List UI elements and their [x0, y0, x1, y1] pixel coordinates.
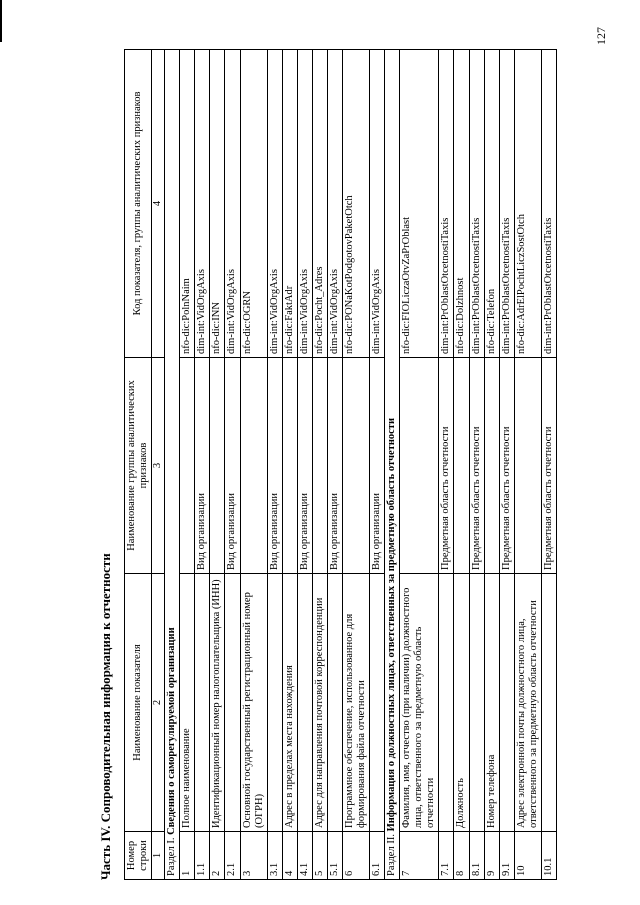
report-table — [124, 49, 557, 880]
table-row — [342, 50, 369, 880]
indicator-name-cell: Идентификационный номер налогоплательщика (ИНН) — [210, 574, 225, 832]
page-number: 127 — [594, 27, 608, 45]
table-row — [499, 50, 514, 880]
indicator-name-cell: Программное обеспечение, использованное для формирования файла отчетности — [342, 574, 369, 832]
code-cell: dim-int:PrOblastOtcetnostiTaxis — [469, 50, 484, 358]
row-number-cell: 7.1 — [439, 832, 454, 880]
header-indicator-name: Наименование показателя — [125, 574, 152, 832]
indicator-name-cell: Адрес в пределах места нахождения — [282, 574, 297, 832]
code-cell: dim-int:PrOblastOtcetnostiTaxis — [541, 50, 556, 358]
group-name-cell — [180, 358, 195, 574]
row-number-cell: 1.1 — [195, 832, 210, 880]
indicator-name-cell — [195, 574, 210, 832]
section-prefix: Раздел I. — [166, 837, 178, 876]
code-cell: dim-int:VidOrgAxis — [195, 50, 210, 358]
indicator-name-cell — [225, 574, 240, 832]
table-row — [312, 50, 327, 880]
column-number-row — [152, 50, 165, 880]
row-number-cell: 3.1 — [267, 832, 282, 880]
table-row — [400, 50, 439, 880]
table-row — [180, 50, 195, 880]
group-name-cell — [240, 358, 267, 574]
section-heading — [165, 50, 180, 880]
code-cell: nfo-dic:PONaKotPodgotovPaketOtch — [342, 50, 369, 358]
code-cell: nfo-dic:INN — [210, 50, 225, 358]
section-heading — [385, 50, 400, 880]
header-row-number: Номер строки — [125, 832, 152, 880]
table-row — [454, 50, 469, 880]
row-number-cell: 9.1 — [499, 832, 514, 880]
indicator-name-cell — [469, 574, 484, 832]
indicator-name-cell — [499, 574, 514, 832]
header-code: Код показателя, группы аналитических признаков — [125, 50, 152, 358]
code-cell: nfo-dic:Pocht_Adres — [312, 50, 327, 358]
code-cell: nfo-dic:AdrElPochtLiczSostOtch — [514, 50, 541, 358]
group-name-cell — [454, 358, 469, 574]
group-name-cell: Предметная область отчетности — [499, 358, 514, 574]
table-row — [282, 50, 297, 880]
row-number-cell: 4 — [282, 832, 297, 880]
column-number: 3 — [152, 358, 165, 574]
group-name-cell: Вид организации — [370, 358, 385, 574]
group-name-cell — [312, 358, 327, 574]
code-cell: dim-int:VidOrgAxis — [267, 50, 282, 358]
row-number-cell: 5 — [312, 832, 327, 880]
code-cell: nfo-dic:OGRN — [240, 50, 267, 358]
table-row — [210, 50, 225, 880]
code-cell: dim-int:PrOblastOtcetnostiTaxis — [499, 50, 514, 358]
row-number-cell: 10.1 — [541, 832, 556, 880]
table-row — [327, 50, 342, 880]
indicator-name-cell: Полное наименование — [180, 574, 195, 832]
group-name-cell: Предметная область отчетности — [469, 358, 484, 574]
indicator-name-cell — [297, 574, 312, 832]
code-cell: nfo-dic:Dolzhnost — [454, 50, 469, 358]
code-cell: dim-int:VidOrgAxis — [327, 50, 342, 358]
section-row-1 — [165, 50, 180, 880]
row-number-cell: 2 — [210, 832, 225, 880]
table-row — [469, 50, 484, 880]
row-number-cell: 2.1 — [225, 832, 240, 880]
group-name-cell — [484, 358, 499, 574]
group-name-cell — [342, 358, 369, 574]
table-row — [225, 50, 240, 880]
code-cell: nfo-dic:PolnNaim — [180, 50, 195, 358]
group-name-cell: Вид организации — [327, 358, 342, 574]
group-name-cell — [282, 358, 297, 574]
row-number-cell: 9 — [484, 832, 499, 880]
section-title: Сведения о саморегулируемой организации — [166, 627, 178, 835]
indicator-name-cell — [439, 574, 454, 832]
code-cell: nfo-dic:FaktAdr — [282, 50, 297, 358]
group-name-cell: Вид организации — [297, 358, 312, 574]
row-number-cell: 7 — [400, 832, 439, 880]
group-name-cell: Вид организации — [195, 358, 210, 574]
row-number-cell: 5.1 — [327, 832, 342, 880]
indicator-name-cell — [267, 574, 282, 832]
page-title: Часть IV. Сопроводительная информация к отчетности — [98, 553, 113, 880]
scan-edge-mark — [0, 0, 2, 42]
table-row — [484, 50, 499, 880]
header-row — [125, 50, 152, 880]
code-cell: nfo-dic:FIOLiczaOtvZaPrOblast — [400, 50, 439, 358]
row-number-cell: 4.1 — [297, 832, 312, 880]
row-number-cell: 1 — [180, 832, 195, 880]
code-cell: dim-int:VidOrgAxis — [225, 50, 240, 358]
code-cell: dim-int:VidOrgAxis — [370, 50, 385, 358]
group-name-cell — [210, 358, 225, 574]
code-cell: nfo-dic:Telefon — [484, 50, 499, 358]
column-number: 2 — [152, 574, 165, 832]
indicator-name-cell: Основной государственный регистрационный номер (ОГРН) — [240, 574, 267, 832]
row-number-cell: 6 — [342, 832, 369, 880]
code-cell: dim-int:VidOrgAxis — [297, 50, 312, 358]
table-row — [370, 50, 385, 880]
section-row-2 — [385, 50, 400, 880]
row-number-cell: 6.1 — [370, 832, 385, 880]
indicator-name-cell: Номер телефона — [484, 574, 499, 832]
report-table-wrapper — [124, 50, 557, 880]
indicator-name-cell: Фамилия, имя, отчество (при наличии) должностного лица, ответственного за предметную область отчетности — [400, 574, 439, 832]
indicator-name-cell — [370, 574, 385, 832]
table-row — [439, 50, 454, 880]
indicator-name-cell — [327, 574, 342, 832]
group-name-cell — [514, 358, 541, 574]
header-group-name: Наименование группы аналитических признаков — [125, 358, 152, 574]
group-name-cell: Предметная область отчетности — [439, 358, 454, 574]
section-prefix: Раздел II. — [386, 834, 398, 876]
indicator-name-cell: Должность — [454, 574, 469, 832]
code-cell: dim-int:PrOblastOtcetnostiTaxis — [439, 50, 454, 358]
group-name-cell — [400, 358, 439, 574]
row-number-cell: 3 — [240, 832, 267, 880]
table-row — [267, 50, 282, 880]
table-row — [240, 50, 267, 880]
row-number-cell: 8 — [454, 832, 469, 880]
table-row — [541, 50, 556, 880]
indicator-name-cell — [541, 574, 556, 832]
indicator-name-cell: Адрес электронной почты должностного лица, ответственного за предметную область отчетности — [514, 574, 541, 832]
table-body-2 — [385, 50, 557, 880]
indicator-name-cell: Адрес для направления почтовой корреспонденции — [312, 574, 327, 832]
column-number: 4 — [152, 50, 165, 358]
table-row — [195, 50, 210, 880]
table-row — [514, 50, 541, 880]
table-body — [165, 50, 385, 880]
row-number-cell: 8.1 — [469, 832, 484, 880]
group-name-cell: Вид организации — [267, 358, 282, 574]
column-number: 1 — [152, 832, 165, 880]
row-number-cell: 10 — [514, 832, 541, 880]
section-title: Информация о должностных лицах, ответственных за предметную область отчетности — [386, 417, 398, 832]
group-name-cell: Предметная область отчетности — [541, 358, 556, 574]
table-row — [297, 50, 312, 880]
group-name-cell: Вид организации — [225, 358, 240, 574]
